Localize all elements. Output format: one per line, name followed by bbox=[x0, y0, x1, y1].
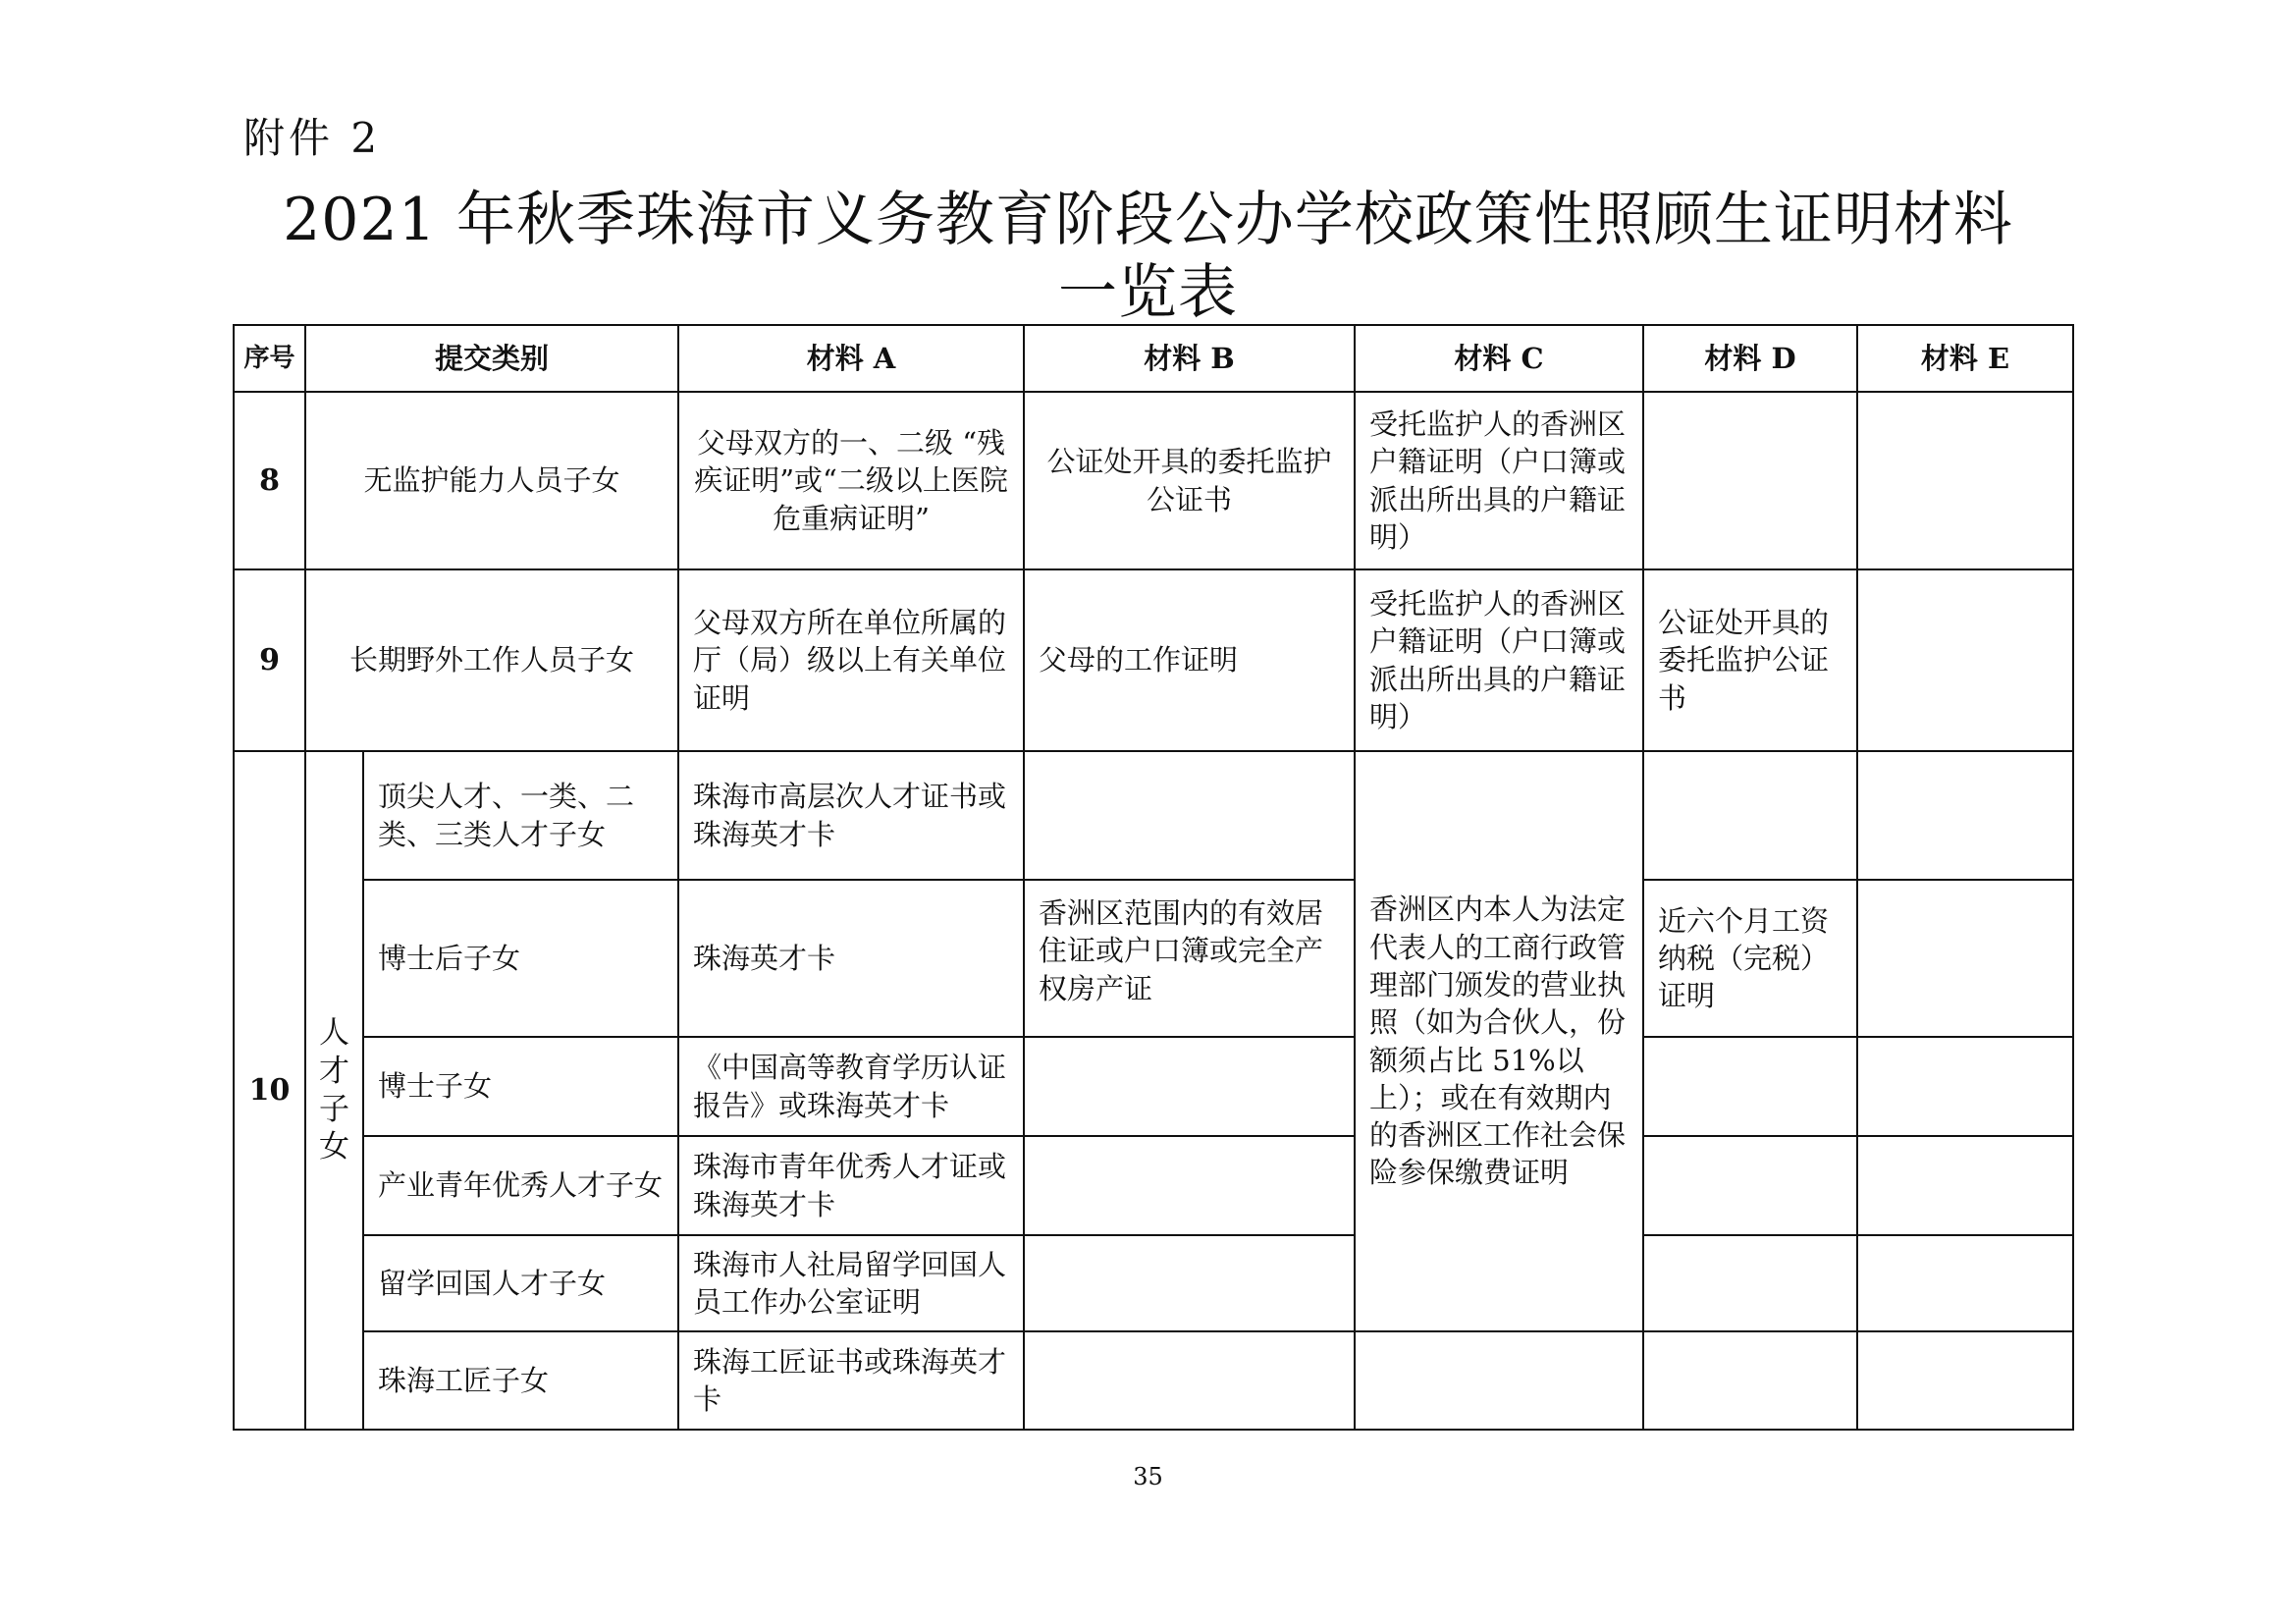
header-material-e: 材料 E bbox=[1857, 325, 2073, 392]
material-e-cell bbox=[1857, 1037, 2073, 1136]
material-d-cell bbox=[1643, 751, 1857, 880]
talent-group-label: 人才子女 bbox=[319, 1015, 349, 1165]
material-c-cell: 受托监护人的香洲区户籍证明（户口簿或派出所出具的户籍证明） bbox=[1355, 392, 1643, 569]
table-row bbox=[234, 569, 2073, 751]
table-row bbox=[234, 1136, 2073, 1235]
table-header-row bbox=[234, 325, 2073, 392]
material-a-cell: 珠海市青年优秀人才证或珠海英才卡 bbox=[678, 1136, 1024, 1235]
material-c-shared-cell: 香洲区内本人为法定代表人的工商行政管理部门颁发的营业执照（如为合伙人，份额须占比 51%以上）；或在有效期内的香洲区工作社会保险参保缴费证明 bbox=[1355, 751, 1643, 1331]
material-b-cell: 公证处开具的委托监护公证书 bbox=[1024, 392, 1355, 569]
material-c-cell: 受托监护人的香洲区户籍证明（户口簿或派出所出具的户籍证明） bbox=[1355, 569, 1643, 751]
material-b-cell bbox=[1024, 1331, 1355, 1430]
material-a-cell: 父母双方的一、二级 “残疾证明”或“二级以上医院危重病证明” bbox=[678, 392, 1024, 569]
material-e-cell bbox=[1857, 1331, 2073, 1430]
material-d-cell bbox=[1643, 1331, 1857, 1430]
page-title: 2021 年秋季珠海市义务教育阶段公办学校政策性照顾生证明材料 bbox=[283, 186, 2013, 254]
material-e-cell bbox=[1857, 392, 2073, 569]
material-e-cell bbox=[1857, 1136, 2073, 1235]
material-c-cell bbox=[1355, 1331, 1643, 1430]
attachment-label: 附件 2 bbox=[243, 114, 382, 162]
sub-category: 珠海工匠子女 bbox=[363, 1331, 678, 1430]
table-row bbox=[234, 1037, 2073, 1136]
material-a-cell: 父母双方所在单位所属的厅（局）级以上有关单位证明 bbox=[678, 569, 1024, 751]
header-material-d: 材料 D bbox=[1643, 325, 1857, 392]
material-a-cell: 《中国高等教育学历认证报告》或珠海英才卡 bbox=[678, 1037, 1024, 1136]
material-e-cell bbox=[1857, 751, 2073, 880]
header-material-c: 材料 C bbox=[1355, 325, 1643, 392]
header-material-b: 材料 B bbox=[1024, 325, 1355, 392]
material-b-cell bbox=[1024, 1235, 1355, 1331]
sub-category: 留学回国人才子女 bbox=[363, 1235, 678, 1331]
material-b-cell bbox=[1024, 1037, 1355, 1136]
materials-table bbox=[233, 324, 2074, 1431]
page-title-line2: 一览表 bbox=[1058, 258, 1238, 327]
row-number: 8 bbox=[234, 392, 305, 569]
material-b-cell bbox=[1024, 1136, 1355, 1235]
material-d-cell bbox=[1643, 1136, 1857, 1235]
material-b-shared-cell: 香洲区范围内的有效居住证或户口簿或完全产权房产证 bbox=[1024, 880, 1355, 1037]
table-row bbox=[234, 880, 2073, 1037]
material-a-cell: 珠海英才卡 bbox=[678, 880, 1024, 1037]
material-b-cell bbox=[1024, 751, 1355, 880]
table-row bbox=[234, 751, 2073, 880]
material-d-cell bbox=[1643, 1235, 1857, 1331]
sub-category: 博士后子女 bbox=[363, 880, 678, 1037]
sub-category: 顶尖人才、一类、二类、三类人才子女 bbox=[363, 751, 678, 880]
material-d-shared-cell: 近六个月工资纳税（完税）证明 bbox=[1643, 880, 1857, 1037]
material-e-cell bbox=[1857, 1235, 2073, 1331]
table-row bbox=[234, 1235, 2073, 1331]
row-category: 长期野外工作人员子女 bbox=[305, 569, 678, 751]
material-e-cell bbox=[1857, 569, 2073, 751]
material-a-cell: 珠海工匠证书或珠海英才卡 bbox=[678, 1331, 1024, 1430]
row-number: 9 bbox=[234, 569, 305, 751]
material-d-cell: 公证处开具的委托监护公证书 bbox=[1643, 569, 1857, 751]
sub-category: 产业青年优秀人才子女 bbox=[363, 1136, 678, 1235]
page-number: 35 bbox=[1133, 1463, 1163, 1490]
header-material-a: 材料 A bbox=[678, 325, 1024, 392]
material-d-cell bbox=[1643, 392, 1857, 569]
header-category: 提交类别 bbox=[305, 325, 678, 392]
material-d-cell bbox=[1643, 1037, 1857, 1136]
material-a-cell: 珠海市人社局留学回国人员工作办公室证明 bbox=[678, 1235, 1024, 1331]
material-e-cell bbox=[1857, 880, 2073, 1037]
material-b-cell: 父母的工作证明 bbox=[1024, 569, 1355, 751]
row-group-label bbox=[305, 751, 363, 1430]
header-seq: 序号 bbox=[234, 325, 305, 392]
table-row bbox=[234, 1331, 2073, 1430]
table-row bbox=[234, 392, 2073, 569]
row-number: 10 bbox=[234, 751, 305, 1430]
material-a-cell: 珠海市高层次人才证书或珠海英才卡 bbox=[678, 751, 1024, 880]
row-category: 无监护能力人员子女 bbox=[305, 392, 678, 569]
sub-category: 博士子女 bbox=[363, 1037, 678, 1136]
